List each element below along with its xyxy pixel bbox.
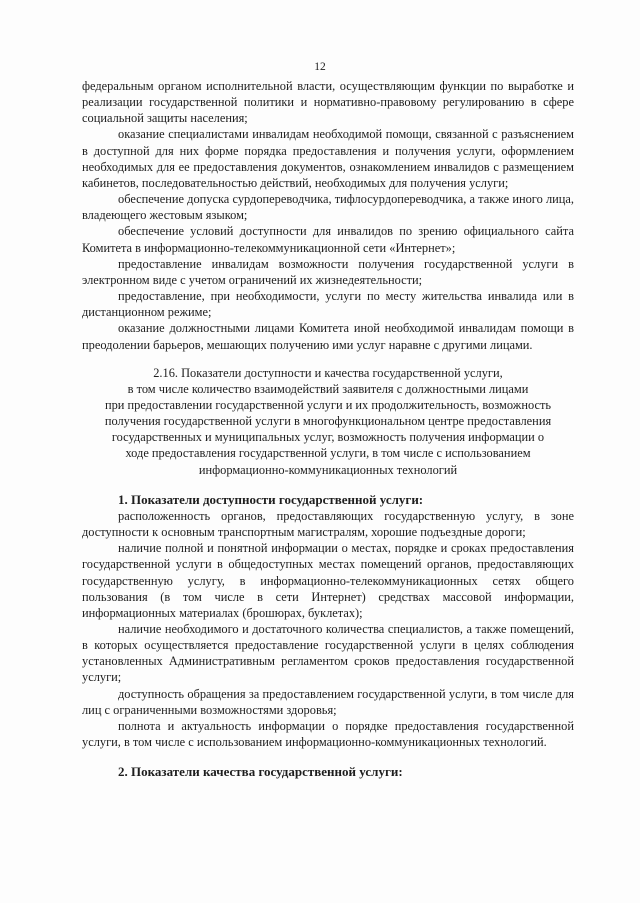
spacer: [82, 353, 574, 365]
paragraph: наличие необходимого и достаточного количества специалистов, а также помещений, в которых осуществляется предоставление государственной услуги в целях соблюдения установленных Административным регламентом сроков предоставления государственной услуги;: [82, 622, 574, 685]
paragraph: доступность обращения за предоставлением государственной услуги, в том числе для лиц с ограниченными возможностями здоровья;: [82, 686, 574, 717]
section-heading: [82, 365, 574, 478]
section-heading-line: информационно-коммуникационных технологий: [198, 462, 458, 477]
section-heading-line: при предоставлении государственной услуги и их продолжительность, возможность: [104, 397, 552, 412]
paragraph: наличие полной и понятной информации о местах, порядке и сроках предоставления государственной услуги в общедоступных местах помещений органов, предоставляющих государственную услугу, в информационно-телекоммуникационных сетях общего пользования (в том числе в сети Интернет) средствах массовой информации, информационных материалах (брошюрах, буклетах);: [82, 541, 574, 620]
section-heading-line: получения государственной услуги в многофункциональном центре предоставления: [104, 414, 552, 429]
section-heading-line: 2.16. Показатели доступности и качества государственной услуги,: [153, 365, 503, 380]
spacer: [82, 750, 574, 764]
page-number: 12: [314, 61, 326, 73]
document-body: [82, 78, 574, 780]
paragraph: полнота и актуальность информации о порядке предоставления государственной услуги, в том числе с использованием информационно-коммуникационных технологий.: [82, 718, 574, 750]
subsection-title: 2. Показатели качества государственной услуги:: [118, 764, 403, 780]
paragraph: оказание специалистами инвалидам необходимой помощи, связанной с разъяснением в доступной для них форме порядка предоставления и получения услуги, оформлением необходимых для ее предоставления документов, ознакомлением инвалидов с размещением кабинетов, последовательностью действий, необходимых для получения услуги;: [82, 127, 574, 190]
paragraph: обеспечение допуска сурдопереводчика, тифлосурдопереводчика, а также иного лица, владеющего жестовым языком;: [82, 192, 574, 223]
paragraph: расположенность органов, предоставляющих государственную услугу, в зоне доступности к основным транспортным магистралям, хорошие подъездные дороги;: [82, 508, 574, 540]
paragraph: обеспечение условий доступности для инвалидов по зрению официального сайта Комитета в информационно-телекоммуникационной сети «Интернет»;: [82, 224, 574, 255]
paragraph: предоставление инвалидам возможности получения государственной услуги в электронном виде с учетом ограничений их жизнедеятельности;: [82, 256, 574, 287]
section-heading-line: ходе предоставления государственной услуги, в том числе с использованием: [125, 446, 531, 461]
paragraph: оказание должностными лицами Комитета иной необходимой инвалидам помощи в преодолении барьеров, мешающих получению ими услуг наравне с другими лицами.: [82, 321, 574, 352]
spacer: [82, 478, 574, 492]
subsection-title: 1. Показатели доступности государственной услуги:: [118, 491, 424, 507]
paragraph: федеральным органом исполнительной власти, осуществляющим функции по выработке и реализации государственной политики и нормативно-правовому регулированию в сфере социальной защиты населения;: [82, 79, 574, 126]
paragraph: предоставление, при необходимости, услуги по месту жительства инвалида или в дистанционном режиме;: [82, 289, 574, 320]
section-heading-line: в том числе количество взаимодействий заявителя с должностными лицами: [127, 381, 529, 396]
section-heading-line: государственных и муниципальных услуг, возможность получения информации о: [111, 430, 545, 445]
